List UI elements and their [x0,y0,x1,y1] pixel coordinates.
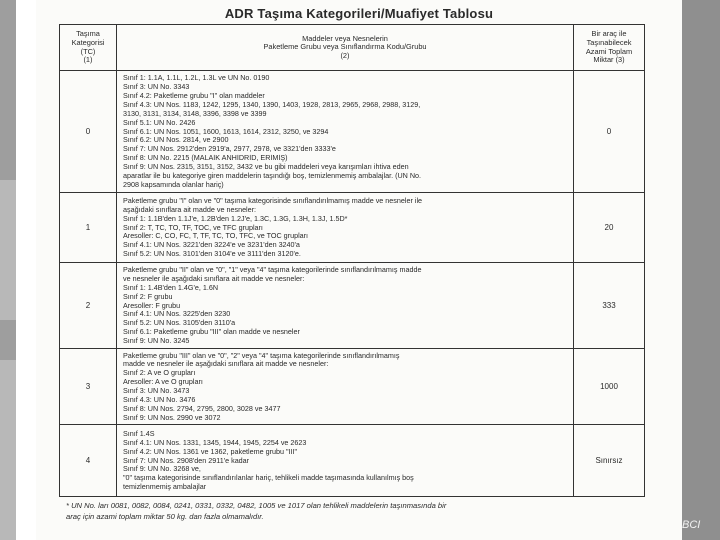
table-row [60,71,645,193]
substance-line: Sınıf 3: UN No. 3473 [123,387,190,395]
substance-line: Paketleme grubu "I" olan ve "0" taşıma kategorisinde sınıflandırılmamış madde ve nesneler ile [123,196,423,205]
table-header-row [60,25,645,71]
substance-line: Sınıf 9: UN No. 3268 ve, [123,465,201,474]
substance-line: Sınıf 5.1: UN No. 2426 [123,118,196,127]
substance-line: Sınıf 7: UN Nos. 2912'den 2919'a, 2977, 2978, ve 3321'den 3333'e [123,145,336,154]
left-decor-strip [0,0,16,540]
substance-line: Sınıf 8: UN No. 2215 (MALAİK ANHİDRİD, ERİMİŞ) [123,154,288,163]
substance-line: Sınıf 6.2: UN Nos. 2814, ve 2900 [123,136,229,145]
row-substances [117,263,574,349]
substance-line: madde ve nesneler ile aşağıdaki sınıflara ait madde ve nesneler: [123,360,329,369]
table-row [60,193,645,263]
row-substances [117,71,574,193]
substance-line: Sınıf 9: UN No. 3245 [123,337,190,345]
substance-line: ve nesneler ile aşağıdaki sınıflara ait madde ve nesneler: [123,274,305,283]
substance-line: Sınıf 1.4S [123,429,155,438]
substance-line: Paketleme grubu "II" olan ve "0", "1" veya "4" taşıma kategorilerinde sınıflandırılmamış madde [123,266,422,275]
substance-line: Sınıf 4.1: UN Nos. 3225'den 3230 [123,310,231,319]
substance-line: Aresoller: F grubu [123,301,181,310]
left-strip-band [0,180,16,320]
substance-line: Sınıf 1: 1.1A, 1.1L, 1.2L, 1.3L ve UN No. 0190 [123,74,270,83]
header-max-quantity: Bir araç ile Taşınabilecek Azami Toplam Miktar (3) [574,25,645,71]
header-transport-category: Taşıma Kategorisi (TC) (1) [60,25,117,71]
substance-line: Sınıf 2: F grubu [123,292,173,301]
substance-line: aparatlar ile bu kategoriye giren maddelerin taşındığı boş, temizlenmemiş ambalajlar. (UN No. [123,171,422,180]
row-substances [117,349,574,425]
substance-line: Sınıf 6.1: UN Nos. 1051, 1600, 1613, 1614, 2312, 3250, ve 3294 [123,127,329,136]
substance-line: Sınıf 4.2: UN Nos. 1361 ve 1362, paketleme grubu "III" [123,447,298,456]
substance-line: Sınıf 9: UN Nos. 2315, 3151, 3152, 3432 ve bu gibi maddeleri veya karışımları ihtiva eden [123,163,409,171]
substance-line: Aresoller: A ve O grupları [123,378,203,387]
substance-line: Sınıf 2: A ve O grupları [123,369,196,378]
substance-line: Sınıf 4.3: UN Nos. 1183, 1242, 1295, 1340, 1390, 1403, 1928, 2813, 2965, 2968, 2988, 3129, [123,100,421,109]
row-substances [117,193,574,263]
substance-line: Aresoller: C, CO, FC, T, TF, TC, TO, TFC, ve TOC grupları [123,232,309,241]
table-row [60,425,645,497]
right-decor-strip [682,0,720,540]
row-category: 4 [60,425,117,497]
substance-line: Sınıf 8: UN Nos. 2794, 2795, 2800, 3028 ve 3477 [123,404,281,413]
substance-line: Sınıf 7: UN Nos. 2908'den 2911'e kadar [123,456,250,465]
substance-line: "0" taşıma kategorisinde sınıflandırılanlar hariç, tehlikeli madde taşımasında kullanılmış boş [123,474,414,483]
row-category: 0 [60,71,117,193]
substance-line: Sınıf 3: UN No. 3343 [123,83,190,92]
row-quantity: 1000 [574,349,645,425]
substance-line: Sınıf 5.2: UN Nos. 3101'den 3104'e ve 3111'den 3120'e. [123,250,301,259]
substance-line: 2908 kapsamında olanlar hariç) [123,180,224,189]
substance-line: Sınıf 4.1: UN Nos. 1331, 1345, 1944, 1945, 2254 ve 2623 [123,438,307,447]
footnote-line: araç için azami toplam miktar 50 kg. dan fazla olmamalıdır. [66,512,264,521]
header-substances: Maddeler veya Nesnelerin Paketleme Grubu veya Sınıflandırma Kodu/Grubu (2) [117,25,574,71]
substance-line: Paketleme grubu "III" olan ve "0", "2" veya "4" taşıma kategorilerinde sınıflandırılmamış [123,351,400,360]
substance-line: Sınıf 6.1: Paketleme grubu "III" olan madde ve nesneler [123,328,300,337]
document-title: ADR Taşıma Kategorileri/Muafiyet Tablosu [224,6,494,21]
substance-line: 3130, 3131, 3134, 3148, 3396, 3398 ve 3399 [123,109,267,118]
substance-line: Sınıf 4.1: UN Nos. 3221'den 3224'e ve 3231'den 3240'a [123,241,300,250]
substance-line: Sınıf 9: UN Nos. 2990 ve 3072 [123,413,221,422]
table-row [60,349,645,425]
row-quantity: 333 [574,263,645,349]
scanned-document [36,0,682,540]
substance-line: Sınıf 4.3: UN No. 3476 [123,395,196,404]
table-row [60,263,645,349]
slide-corner-label: BCI [682,519,701,531]
footnote [66,500,676,522]
substance-line: Sınıf 1: 1.4B'den 1.4G'e, 1.6N [123,283,219,292]
row-category: 3 [60,349,117,425]
row-category: 2 [60,263,117,349]
footnote-line: * UN No. ları 0081, 0082, 0084, 0241, 0331, 0332, 0482, 1005 ve 1017 olan tehlikeli maddelerin taşınmasında bir [66,501,447,510]
substance-line: Sınıf 1: 1.1B'den 1.1J'e, 1.2B'den 1.2J'e, 1.3C, 1.3G, 1.3H, 1.3J, 1.5D* [123,214,348,223]
substance-line: aşağıdaki sınıflara ait madde ve nesneler: [123,205,257,214]
row-quantity: 20 [574,193,645,263]
row-substances [117,425,574,497]
row-category: 1 [60,193,117,263]
left-strip-band [0,360,16,540]
row-quantity: Sınırsız [574,425,645,497]
row-quantity: 0 [574,71,645,193]
substance-line: Sınıf 4.2: Paketleme grubu "I" olan maddeler [123,92,265,101]
substance-line: Sınıf 2: T, TC, TO, TF, TOC, ve TFC grupları [123,223,263,232]
adr-category-table [59,24,645,497]
substance-line: Sınıf 5.2: UN Nos. 3105'den 3110'a [123,319,236,328]
substance-line: temizlenmemiş ambalajlar [123,483,207,492]
